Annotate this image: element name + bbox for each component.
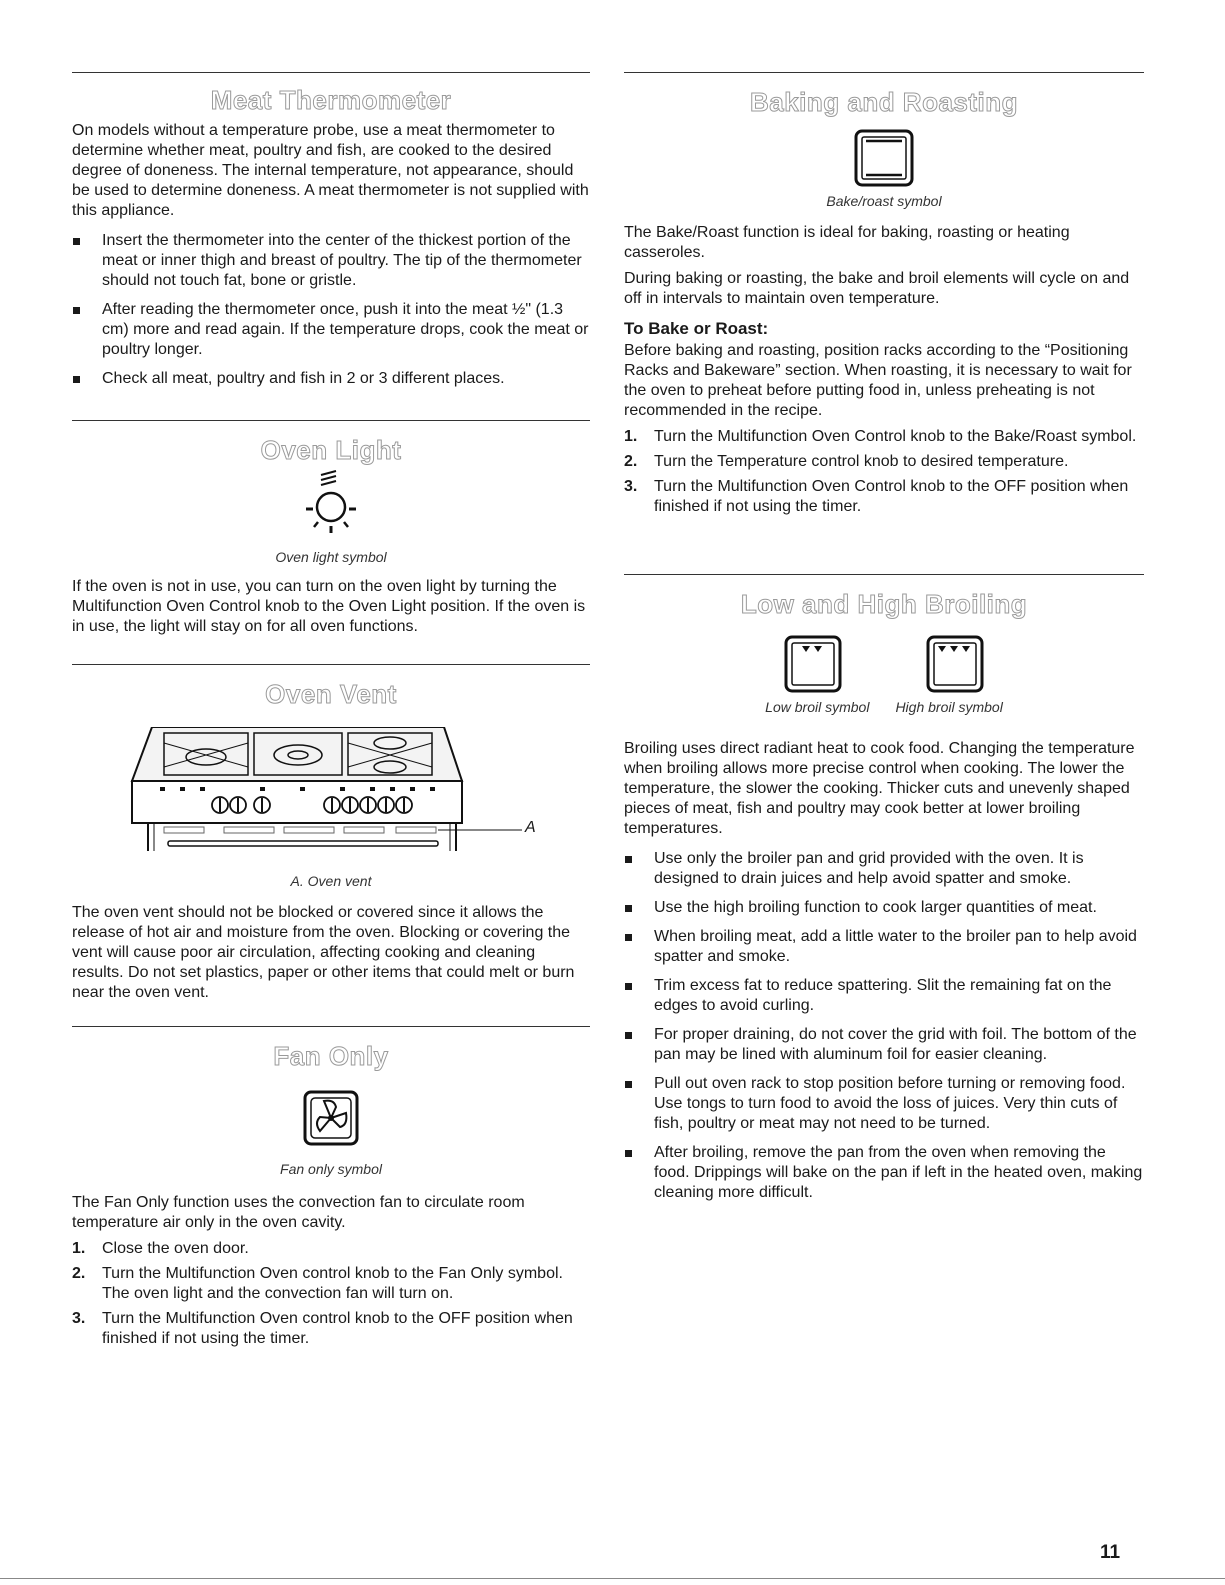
bake-roast-icon <box>852 127 916 189</box>
low-broil-caption: Low broil symbol <box>765 699 870 715</box>
baking-roasting-section <box>624 72 1144 522</box>
broiling-list <box>624 849 1144 1203</box>
fan-only-icon <box>300 1087 362 1149</box>
baking-roasting-title: Baking and Roasting <box>749 87 1019 117</box>
high-broil-caption: High broil symbol <box>895 699 1003 715</box>
broiling-section <box>624 574 1144 1212</box>
oven-vent-section <box>72 664 590 1009</box>
oven-light-section <box>72 420 590 643</box>
oven-vent-title: Oven Vent <box>265 679 397 709</box>
fan-only-text: The Fan Only function uses the convection fan to circulate room temperature air only in the oven cavity. <box>72 1194 525 1231</box>
list-item: 2. Turn the Multifunction Oven control knob to the Fan Only symbol. The oven light and the convection fan will turn on. <box>72 1265 563 1302</box>
oven-vent-text: The oven vent should not be blocked or covered since it allows the release of hot air and moisture from the oven. Blocking or covering the vent will cause poor air circulation, affecting cooking and cleaning results. Do not set plastics, paper or other items that could melt or burn near the oven vent. <box>72 904 575 1001</box>
fan-only-steps <box>72 1239 590 1349</box>
list-item: After reading the thermometer once, push it into the meat ½" (1.3 cm) more and read again. If the temperature drops, cook the meat or poultry longer. <box>72 300 590 360</box>
bake-roast-caption: Bake/roast symbol <box>826 193 942 209</box>
broiling-title: Low and High Broiling <box>740 589 1028 619</box>
baking-paragraph-2: During baking or roasting, the bake and broil elements will cycle on and off in intervals to maintain oven temperature. <box>624 270 1130 307</box>
fan-only-section <box>72 1026 590 1354</box>
baking-steps <box>624 427 1144 517</box>
list-item: When broiling meat, add a little water to the broiler pan to help avoid spatter and smoke. <box>624 927 1144 967</box>
fan-only-title: Fan Only <box>273 1041 389 1071</box>
list-item: Trim excess fat to reduce spattering. Slit the remaining fat on the edges to avoid curling. <box>624 976 1144 1016</box>
list-item: 1. Close the oven door. <box>72 1240 249 1257</box>
baking-paragraph-3: Before baking and roasting, position racks according to the “Positioning Racks and Bakeware” section. When roasting, it is necessary to wait for the oven to preheat before putting food in, unless preheating is not recommended in the recipe. <box>624 342 1132 419</box>
meat-thermometer-title: Meat Thermometer <box>210 85 452 115</box>
oven-vent-figure <box>72 727 590 867</box>
low-broil-icon <box>782 633 844 695</box>
meat-thermometer-section <box>72 72 590 398</box>
oven-vent-caption: A. Oven vent <box>290 873 372 889</box>
list-item: 3. Turn the Multifunction Oven Control knob to the OFF position when finished if not using the timer. <box>624 478 1129 515</box>
list-item: Insert the thermometer into the center of the thickest portion of the meat or inner thigh and breast of poultry. The tip of the thermometer should not touch fat, bone or gristle. <box>72 231 590 291</box>
list-item: Check all meat, poultry and fish in 2 or 3 different places. <box>72 369 590 389</box>
list-item: 1. Turn the Multifunction Oven Control knob to the Bake/Roast symbol. <box>624 428 1137 445</box>
vent-callout-label: A <box>525 819 536 836</box>
fan-only-caption: Fan only symbol <box>280 1161 382 1177</box>
meat-thermometer-list <box>72 231 590 389</box>
high-broil-icon <box>924 633 986 695</box>
range-illustration <box>72 727 590 867</box>
oven-light-icon <box>296 465 366 545</box>
oven-light-text: If the oven is not in use, you can turn on the oven light by turning the Multifunction Oven Control knob to the Oven Light position. If the oven is in use, the light will stay on for all oven functions. <box>72 578 586 635</box>
list-item: 3. Turn the Multifunction Oven control knob to the OFF position when finished if not using the timer. <box>72 1310 573 1347</box>
baking-paragraph-1: The Bake/Roast function is ideal for baking, roasting or heating casseroles. <box>624 224 1070 261</box>
oven-light-caption: Oven light symbol <box>275 549 387 565</box>
broiling-text: Broiling uses direct radiant heat to cook food. Changing the temperature when broiling allows more precise control when cooking. The lower the temperature, the slower the cooking. Thicker cuts and unevenly shaped pieces of meat, fish and poultry may cook better at lower broiling temperatures. <box>624 740 1135 837</box>
page-number: 11 <box>1100 1542 1121 1563</box>
broil-captions <box>624 695 1144 727</box>
list-item: 2. Turn the Temperature control knob to desired temperature. <box>624 453 1069 470</box>
oven-light-title: Oven Light <box>260 435 402 465</box>
to-bake-heading: To Bake or Roast: <box>624 319 769 338</box>
list-item: For proper draining, do not cover the grid with foil. The bottom of the pan may be lined with aluminum foil for easier cleaning. <box>624 1025 1144 1065</box>
meat-thermometer-intro: On models without a temperature probe, use a meat thermometer to determine whether meat, poultry and fish, are cooked to the desired degree of doneness. The internal temperature, not appearance, should be used to determine doneness. A meat thermometer is not supplied with this appliance. <box>72 122 589 219</box>
list-item: After broiling, remove the pan from the oven when removing the food. Drippings will bake on the pan if left in the heated oven, making cleaning more difficult. <box>624 1143 1144 1203</box>
page-bottom-rule <box>0 1578 1225 1579</box>
list-item: Pull out oven rack to stop position before turning or removing food. Use tongs to turn food to avoid the loss of juices. Very thin cuts of fish, poultry or meat may not need to be turned. <box>624 1074 1144 1134</box>
broil-icons <box>624 633 1144 695</box>
list-item: Use only the broiler pan and grid provided with the oven. It is designed to drain juices and help avoid spatter and smoke. <box>624 849 1144 889</box>
list-item: Use the high broiling function to cook larger quantities of meat. <box>624 898 1144 918</box>
